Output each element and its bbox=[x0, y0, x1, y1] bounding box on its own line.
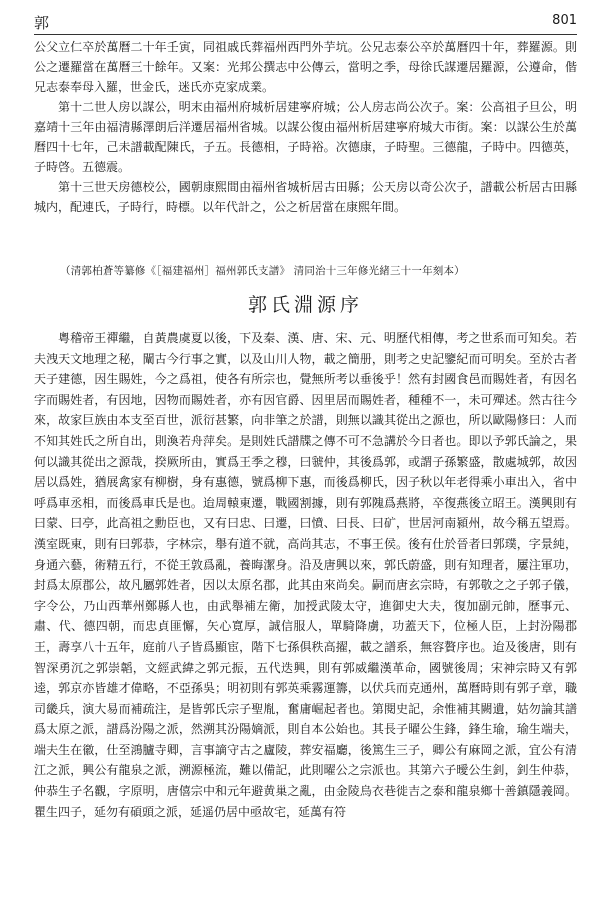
body-paragraph: 第十二世人房以謀公，明末由福州府城析居建寧府城；公人房志尚公次子。案：公高祖子旦公，明嘉靖十三年由福清縣澤朗后洋遷居福州省城。以謀公復由福州析居建寧府城大市街。案：以謀公生於萬曆四十七年，己未譜載配陳氏，子五。長德相，子時裕。次德康，子時聖。三德龍，子時中。四德英，子時啓。五德震。 bbox=[34, 100, 577, 174]
header-rule bbox=[34, 34, 577, 35]
running-head: 郭 bbox=[34, 14, 50, 32]
page-header bbox=[34, 10, 577, 32]
source-citation: （清郭柏蒼等纂修《［福建福州］福州郭氏支譜》 清同治十三年修光緒三十一年刻本） bbox=[60, 265, 465, 277]
body-paragraph: 粵稽帝王禪繼，自黃農虞夏以後，下及秦、漢、唐、宋、元、明歷代相傳，考之世系而可知矣。若夫洩天文地理之秘，闡古今行事之實，以及山川人物，載之簡册，則考之史記鑒紀而可明矣。至於古者天子建德，因生賜姓，今之爲祖，使各有所宗也，覺無所考以垂後乎！然有封國食邑而賜姓者，有因名字而賜姓者，有因地，因物而賜姓者，亦有因官爵、因里居而賜姓者，種種不一，未可殫述。然古往今來，故家巨族由本支至百世，派衍甚繁，向非筆之於譜，則無以識其從出之源也，所以歐陽修曰：人而不知其姓氏之所自出，則渙若舟萍矣。是則姓氏譜牒之傳不可不急講於今日者也。即以予郭氏論之，果何以識其從出之源哉，揆厥所由，實爲王季之穆，曰虢仲，其後爲郭，或謂子孫繁盛，散處城郭，故因居以爲姓，猶展禽家有柳樹，身有惠德，號爲柳下惠，而後爲柳氏，因子秋以年老得乘小車出入，省中呼爲車丞相，而後爲車氏是也。迨周轅東遷，戰國割據，則有郭隗爲燕將，卒復燕後立昭王。漢興則有曰蒙、曰亭，此高祖之勳臣也，又有曰忠、曰遷，曰憤、曰長、曰矿，世居河南潁州，故今稱五望焉。漢室既東，則有曰郭恭，字林宗，舉有道不就，高尚其志，不事王侯。後有仕於晉者曰郭璞，字景純，身通六藝，術精五行，不從王敦爲亂，養晦潔身。沿及唐興以來，郭氏蔚盛，則有知理者，屢注軍功，封爲太原郡公，故凡屬郭姓者，因以太原名郡，此其由來尚矣。嗣而唐玄宗時，有郭敬之之子郭子儀，字令公，乃山西華州鄭縣人也，由武舉補左衛，加授武陵太守，進御史大夫，復加副元帥，歷事元、肅、代、德四朝，而忠貞匪懈，矢心寬厚，誠信服人，單騎降虜，功蓋天下，位極人臣，上封汾陽郡王，壽享八十五年，庭前八子皆爲顯宦，階下七孫俱秩高擢，載之譜系，無容贅序也。迨及後唐，則有智深勇沉之郭崇韜，文經武緯之郭元振，五代迭興，則有郭威繼漢革命，國號後周；宋神宗時又有郭逵，郭京亦皆雄才偉略，不亞孫吳；明初則有郭英乘霧運籌，以伏兵而克通州，萬曆時則有郭子章，職司畿兵，演大易而補疏注，是皆郭氏宗子聖胤，奮庸崛起者也。第閱史記，余惟補其闕遺，姑勿論其譜爲太原之派，譜爲汾陽之派，然溯其汾陽嫡派，則自本公始也。其長子曜公生鋒，鋒生瑜，瑜生端夫，端夫生在徽，仕至鴻臚寺卿，言事謫守古之廬陵，葬安福廳，後篤生三子，卿公有麻岡之派，宜公有清江之派，興公有龍泉之派，溯源極流，難以備記，此則曜公之宗派也。其第六子曖公生釗，釗生仲恭，仲恭生子名觀，字原明，唐僖宗中和元年避黄巢之亂，由金陵烏衣巷徙吉之泰和龍泉鄉十善鎮隱義岡。瞿生四子，延勿有碩頭之派，延遥仍居中亟故宅，延萬有符 bbox=[34, 331, 577, 819]
preface-body bbox=[34, 328, 577, 822]
genealogy-notes bbox=[34, 37, 577, 217]
section-title: 郭氏淵源序 bbox=[247, 294, 363, 316]
page-number: 801 bbox=[552, 13, 577, 28]
body-paragraph: 第十三世天房德校公，國朝康熙間由福州省城析居古田縣；公天房以奇公次子，譜載公析居古田縣城内，配連氏，子時行，時標。以年代計之，公之析居當在康熙年間。 bbox=[34, 180, 577, 214]
body-paragraph: 公父立仁卒於萬曆二十年壬寅，同祖戚氏葬福州西門外芋坑。公兄志泰公卒於萬曆四十年，葬羅源。則公之遷羅當在萬曆三十餘年。又案：光邦公撰志中公傳云，當明之季，母徐氏謀遷居羅源，公遵命，偕兄志泰奉母入羅，世金氏，迷氏亦克家成業。 bbox=[34, 40, 577, 94]
